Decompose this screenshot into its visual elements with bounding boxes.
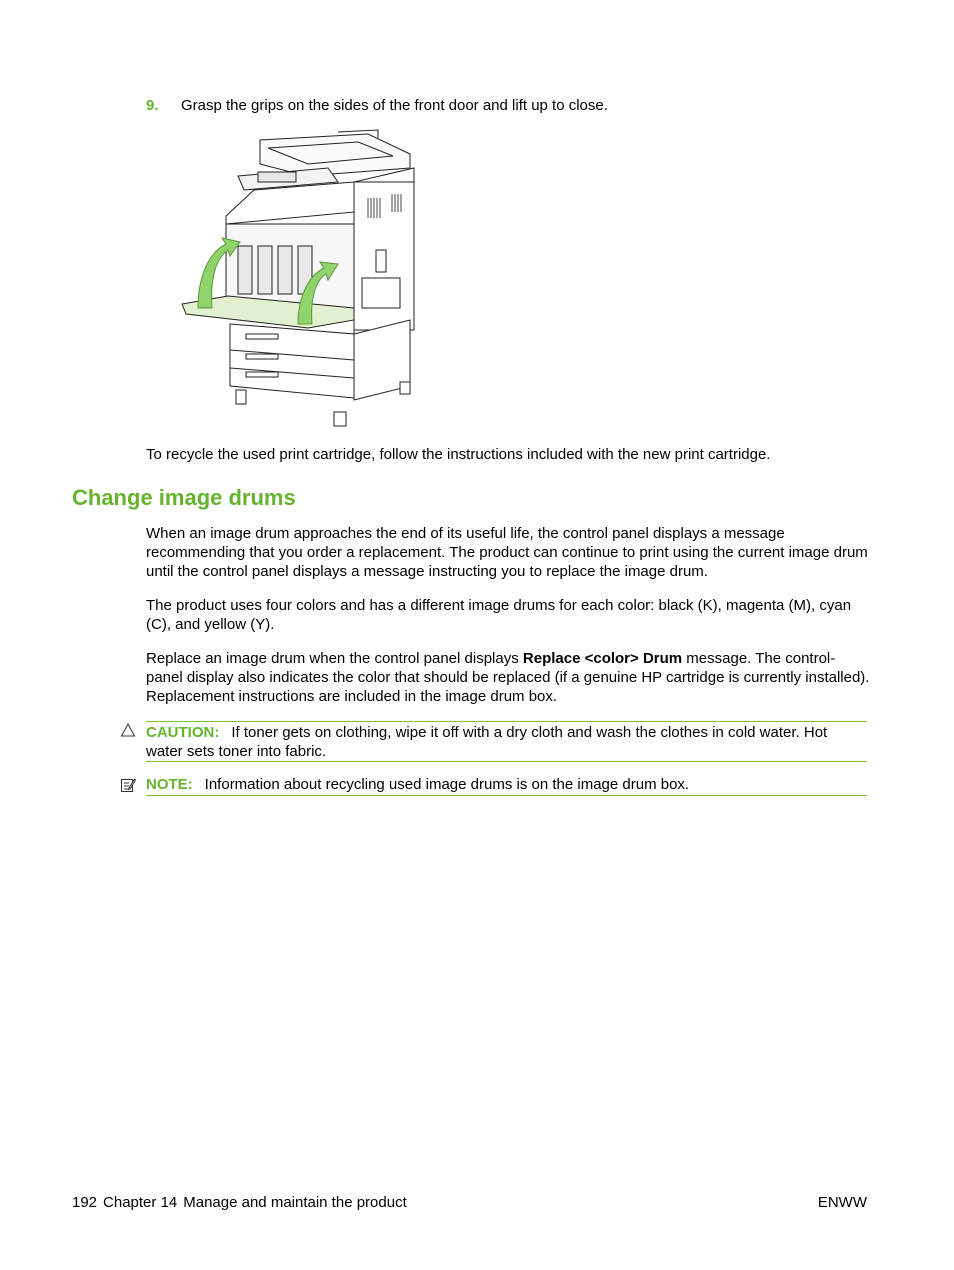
section-heading: Change image drums <box>72 485 296 510</box>
caution-label: CAUTION: <box>146 724 220 741</box>
replace-message-bold: Replace <color> Drum <box>522 650 683 667</box>
step-text: Grasp the grips on the sides of the front door and lift up to close. <box>181 97 608 114</box>
replace-text-after: message. The control-panel display also indicates the color that should be replaced (if a genuine HP cartridge is currently installed). Replacement instructions are included in the image drum box. <box>146 650 870 705</box>
footer-chapter: Chapter 14 <box>103 1194 178 1211</box>
note-text: Information about recycling used image drums is on the image drum box. <box>204 776 690 793</box>
caution-text: If toner gets on clothing, wipe it off with a dry cloth and wash the clothes in cold water. Hot water sets toner into fabric. <box>146 724 828 760</box>
footer-right: ENWW <box>817 1194 867 1211</box>
footer-left <box>72 1193 413 1212</box>
paragraph-drum-end-of-life: When an image drum approaches the end of its useful life, the control panel displays a message recommending that you order a replacement. The product can continue to print using the current image drum until the control panel displays a message instructing you to replace the image drum. <box>146 525 868 580</box>
caution-callout <box>146 721 867 762</box>
printer-illustration <box>178 128 420 430</box>
step-number: 9. <box>146 97 159 114</box>
note-pencil-icon <box>120 777 136 793</box>
recycle-paragraph: To recycle the used print cartridge, follow the instructions included with the new print cartridge. <box>146 446 771 463</box>
page-number: 192 <box>72 1194 98 1211</box>
replace-text-before: Replace an image drum when the control panel displays <box>146 650 523 667</box>
caution-triangle-icon <box>120 722 136 738</box>
paragraph-replace-drum <box>146 649 870 706</box>
footer-chapter-title: Manage and maintain the product <box>183 1194 407 1211</box>
note-callout <box>146 775 867 796</box>
paragraph-four-colors: The product uses four colors and has a different image drums for each color: black (K), magenta (M), cyan (C), and yellow (Y). <box>146 597 852 633</box>
note-label: NOTE: <box>146 776 193 793</box>
